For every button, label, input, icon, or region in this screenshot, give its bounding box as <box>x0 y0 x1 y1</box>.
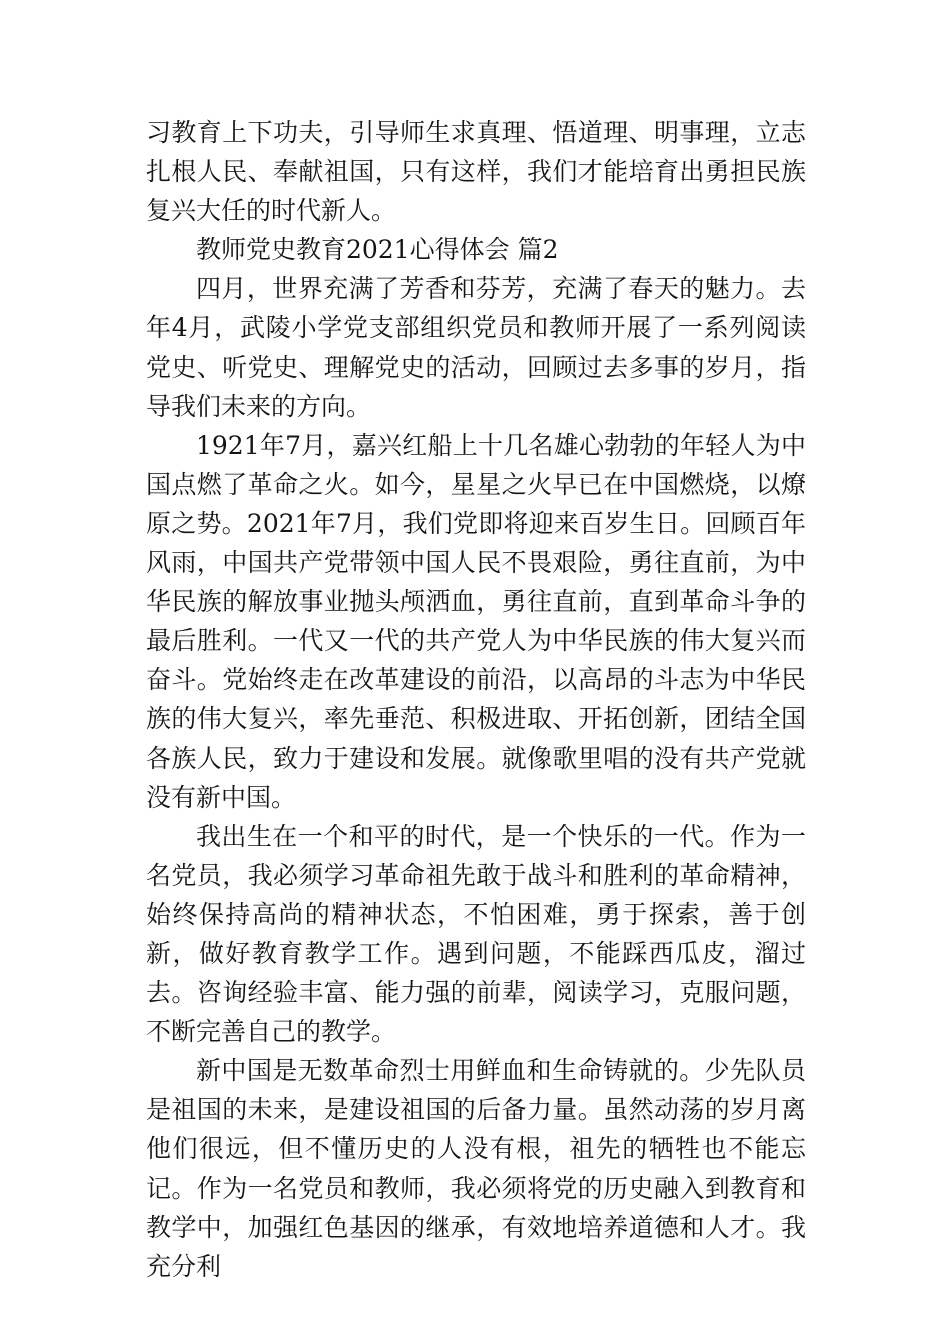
paragraph-continued: 习教育上下功夫，引导师生求真理、悟道理、明事理，立志扎根人民、奉献祖国，只有这样，我们才能培育出勇担民族复兴大任的时代新人。 <box>146 118 806 226</box>
paragraph: 我出生在一个和平的时代，是一个快乐的一代。作为一名党员，我必须学习革命祖先敢于战斗和胜利的革命精神，始终保持高尚的精神状态，不怕困难，勇于探索，善于创新，做好教育教学工作。遇到问题，不能踩西瓜皮，溜过去。咨询经验丰富、能力强的前辈，阅读学习，克服问题，不断完善自己的教学。 <box>146 821 806 1047</box>
paragraph: 新中国是无数革命烈士用鲜血和生命铸就的。少先队员是祖国的未来，是建设祖国的后备力量。虽然动荡的岁月离他们很远，但不懂历史的人没有根，祖先的牺牲也不能忘记。作为一名党员和教师，我必须将党的历史融入到教育和教学中，加强红色基因的继承，有效地培养道德和人才。我充分利 <box>146 1056 806 1281</box>
document-page <box>146 113 806 1286</box>
section-heading: 教师党史教育2021心得体会 篇2 <box>196 235 559 265</box>
paragraph: 1921年7月，嘉兴红船上十几名雄心勃勃的年轻人为中国点燃了革命之火。如今，星星之火早已在中国燃烧，以燎原之势。2021年7月，我们党即将迎来百岁生日。回顾百年风雨，中国共产党带领中国人民不畏艰险，勇往直前，为中华民族的解放事业抛头颅洒血，勇往直前，直到革命斗争的最后胜利。一代又一代的共产党人为中华民族的伟大复兴而奋斗。党始终走在改革建设的前沿，以高昂的斗志为中华民族的伟大复兴，率先垂范、积极进取、开拓创新，团结全国各族人民，致力于建设和发展。就像歌里唱的没有共产党就没有新中国。 <box>146 430 806 812</box>
paragraph: 四月，世界充满了芳香和芬芳，充满了春天的魅力。去年4月，武陵小学党支部组织党员和教师开展了一系列阅读党史、听党史、理解党史的活动，回顾过去多事的岁月，指导我们未来的方向。 <box>146 274 806 421</box>
